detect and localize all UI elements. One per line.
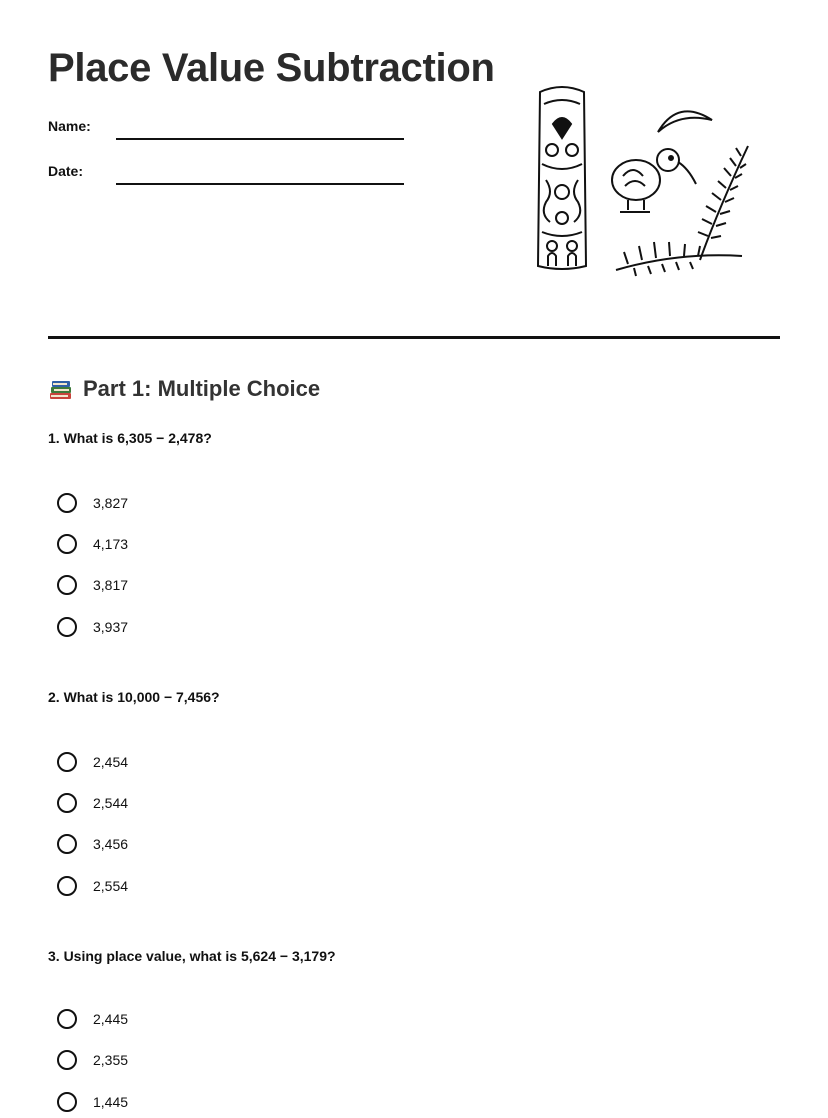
part1-header xyxy=(48,372,320,406)
option-label: 2,355 xyxy=(93,1052,129,1068)
option-label: 4,173 xyxy=(93,536,129,552)
page-title: Place Value Subtraction xyxy=(48,46,495,90)
name-line[interactable] xyxy=(116,138,404,140)
part1-title: Part 1: Multiple Choice xyxy=(83,376,321,401)
option-label: 3,456 xyxy=(93,836,129,852)
kiwi-bird-icon xyxy=(612,149,696,212)
radio-button[interactable] xyxy=(57,752,77,772)
radio-button[interactable] xyxy=(57,834,77,854)
option-label: 3,937 xyxy=(93,619,129,635)
question-text: 3. Using place value, what is 5,624 − 3,179? xyxy=(48,948,336,964)
answer-option[interactable] xyxy=(57,1006,128,1032)
answer-option[interactable] xyxy=(57,790,128,816)
option-label: 3,817 xyxy=(93,577,129,593)
question-text: 2. What is 10,000 − 7,456? xyxy=(48,689,220,705)
radio-button[interactable] xyxy=(57,575,77,595)
radio-button[interactable] xyxy=(57,617,77,637)
answer-option[interactable] xyxy=(57,873,128,899)
books-icon xyxy=(48,376,74,402)
question-text: 1. What is 6,305 − 2,478? xyxy=(48,430,212,446)
nz-illustration xyxy=(528,80,758,290)
answer-option[interactable] xyxy=(57,531,128,557)
answer-option[interactable] xyxy=(57,572,128,598)
option-label: 2,454 xyxy=(93,754,129,770)
radio-button[interactable] xyxy=(57,534,77,554)
answer-option[interactable] xyxy=(57,749,128,775)
radio-button[interactable] xyxy=(57,1050,77,1070)
option-label: 3,827 xyxy=(93,495,129,511)
answer-option[interactable] xyxy=(57,1047,128,1073)
option-label: 2,445 xyxy=(93,1011,129,1027)
name-label: Name: xyxy=(48,118,91,134)
carved-pou-icon xyxy=(538,87,586,269)
radio-button[interactable] xyxy=(57,793,77,813)
radio-button[interactable] xyxy=(57,1092,77,1112)
section-divider xyxy=(48,336,780,339)
crescent-moon-icon xyxy=(658,111,712,132)
date-label: Date: xyxy=(48,163,84,179)
answer-option[interactable] xyxy=(57,1089,128,1115)
answer-option[interactable] xyxy=(57,490,128,516)
date-field xyxy=(48,163,408,193)
date-line[interactable] xyxy=(116,183,404,185)
radio-button[interactable] xyxy=(57,493,77,513)
option-label: 2,544 xyxy=(93,795,129,811)
name-field xyxy=(48,118,408,148)
answer-option[interactable] xyxy=(57,831,128,857)
answer-option[interactable] xyxy=(57,614,128,640)
option-label: 1,445 xyxy=(93,1094,129,1110)
radio-button[interactable] xyxy=(57,1009,77,1029)
radio-button[interactable] xyxy=(57,876,77,896)
option-label: 2,554 xyxy=(93,878,129,894)
